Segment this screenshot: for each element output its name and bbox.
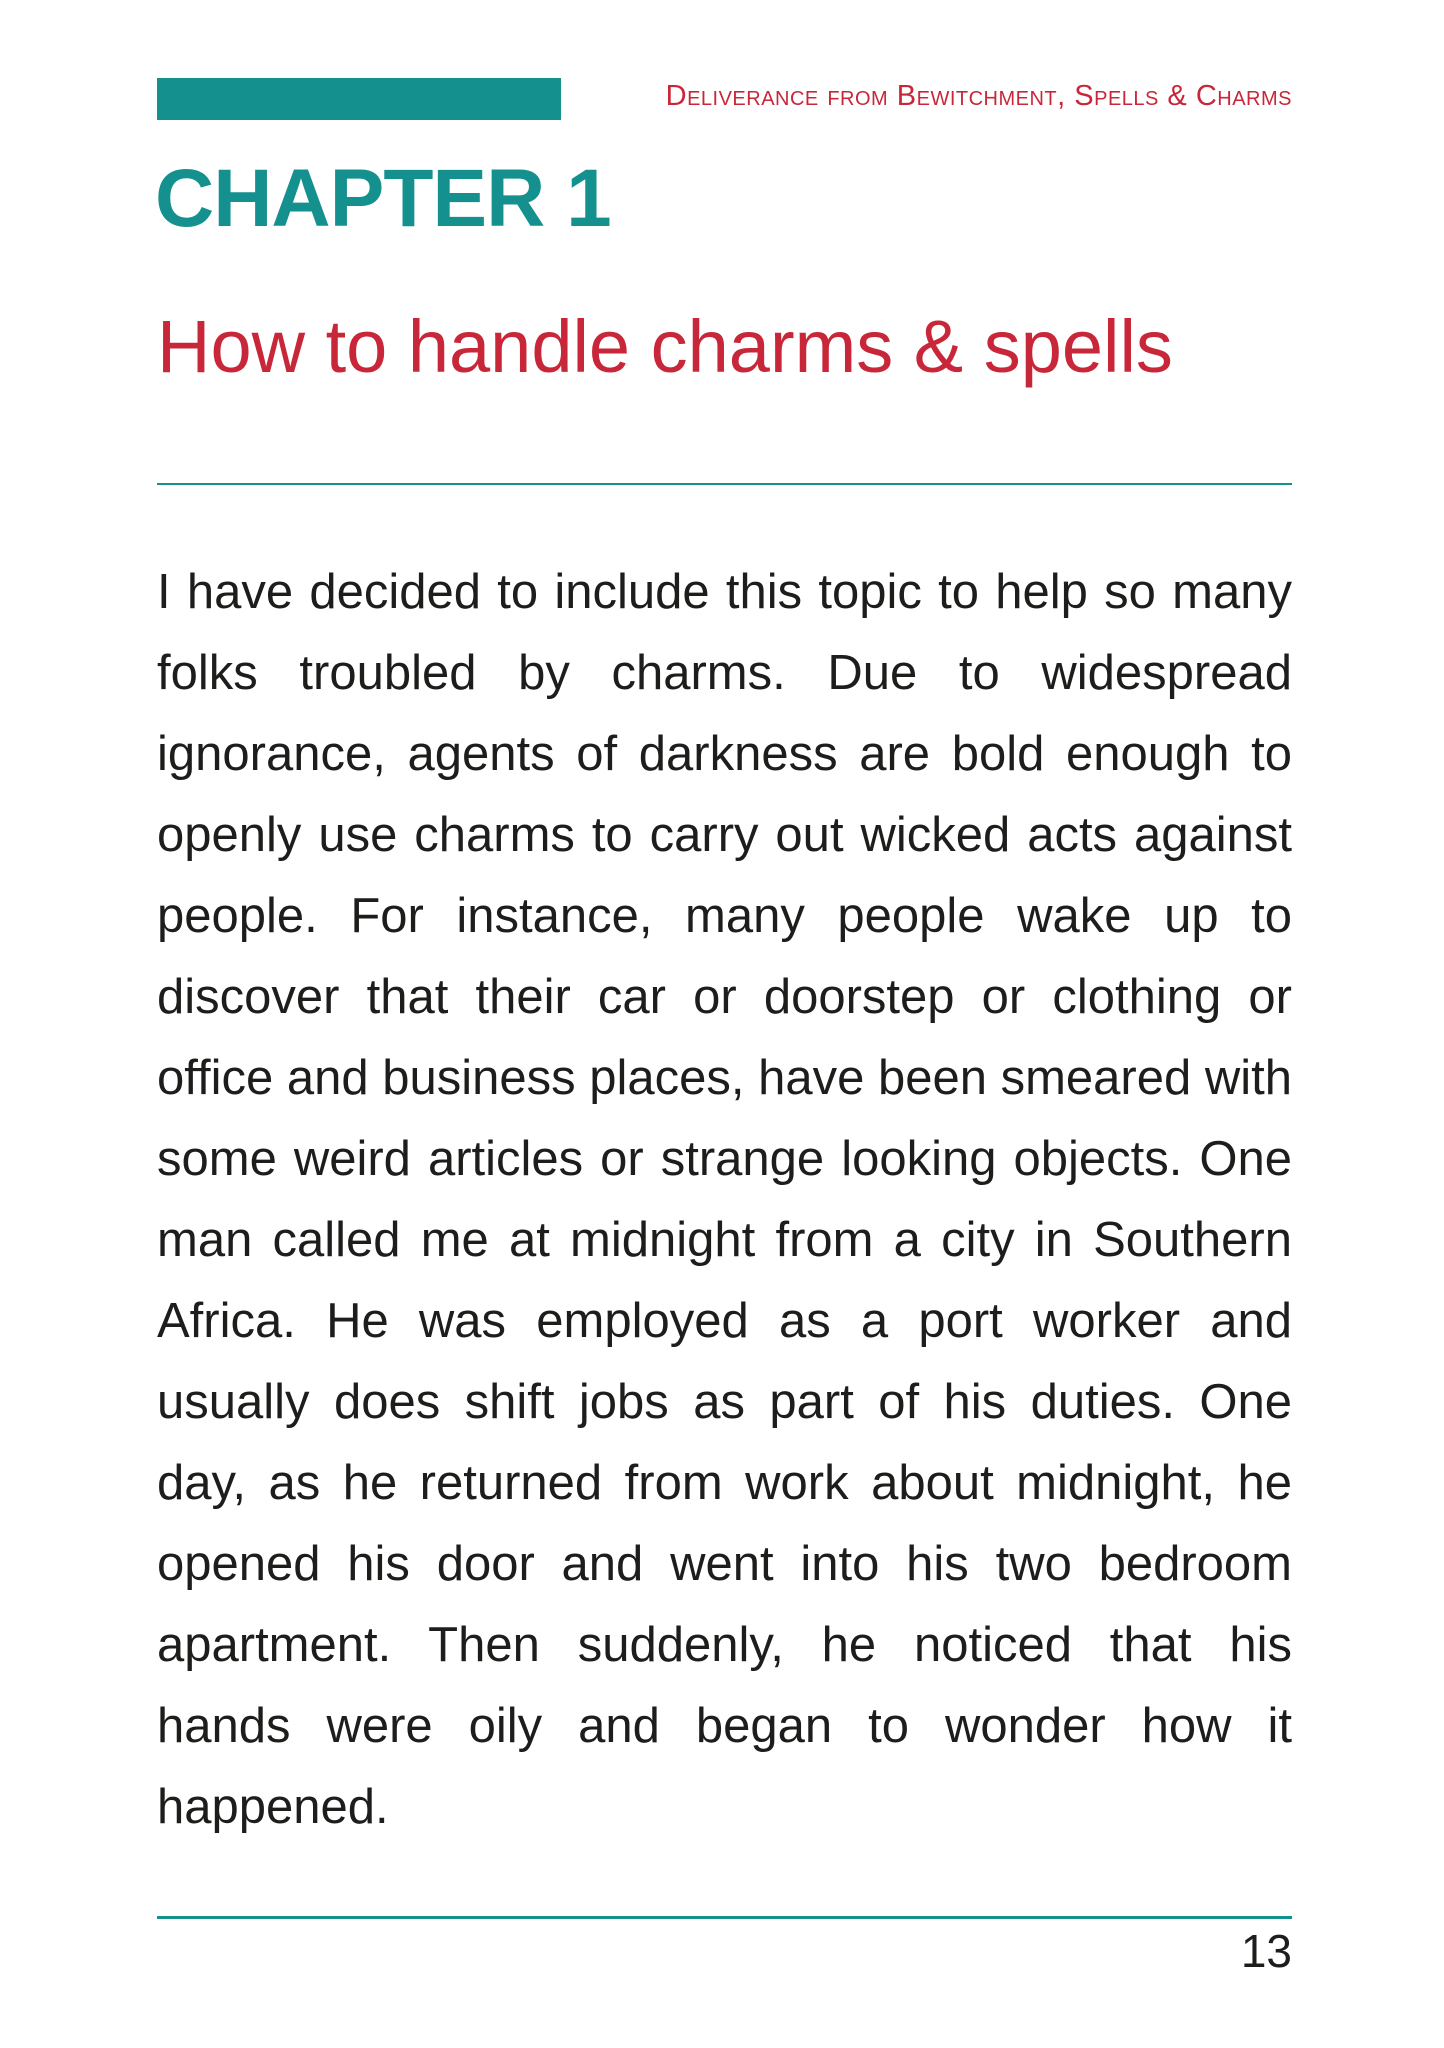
page-number: 13: [1240, 1925, 1292, 1977]
title-divider: [157, 483, 1292, 485]
chapter-title: How to handle charms & spells: [157, 305, 1173, 388]
footer-divider: [157, 1916, 1292, 1919]
body-paragraph: I have decided to include this topic to help so many folks troubled by charms. Due to widespread ignorance, agents of darkness are bold enough to openly use charms to carry out wicked acts against people. For instance, many people wake up to discover that their car or doorstep or clothing or office and business places, have been smeared with some weird articles or strange looking objects. One man called me at midnight from a city in Southern Africa. He was employed as a port worker and usually does shift jobs as part of his duties. One day, as he returned from work about midnight, he opened his door and went into his two bedroom apartment. Then suddenly, he noticed that his hands were oily and began to wonder how it happened.: [157, 565, 1292, 1834]
running-header: Deliverance from Bewitchment, Spells & Charms: [665, 80, 1292, 112]
header-color-bar: [157, 78, 561, 120]
chapter-label: CHAPTER 1: [155, 153, 611, 244]
